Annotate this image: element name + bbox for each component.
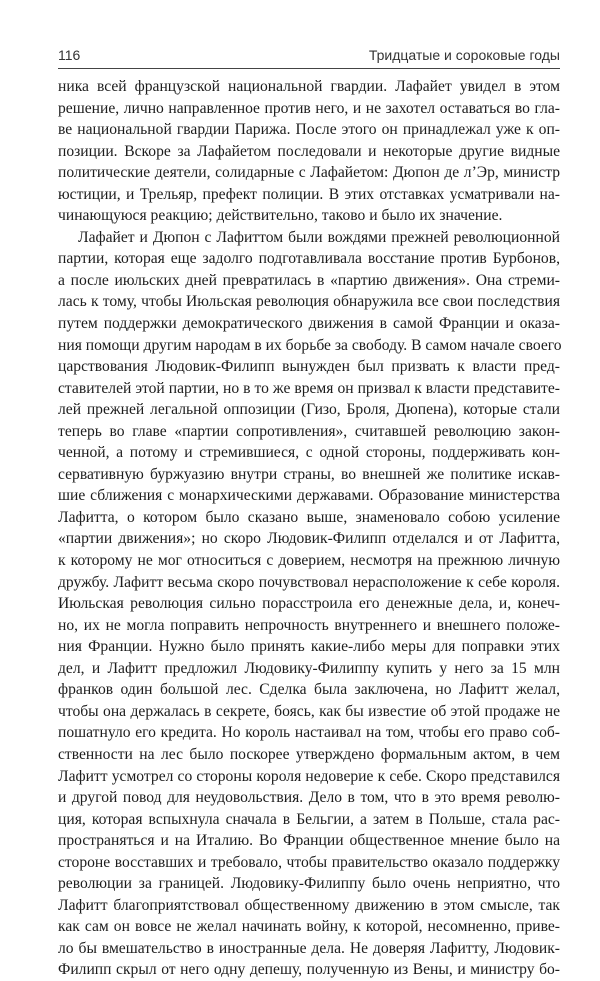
- text-line: чтобы она держалась в секрете, боясь, как бы известие об этой продаже не: [58, 702, 560, 720]
- text-line: партии, которая еще задолго подготавливала восстание против Бурбонов,: [58, 250, 560, 268]
- text-line: франков один большой лес. Сделка была заключена, но Лафитт желал,: [58, 681, 560, 699]
- text-line: решение, лично направленное против него, и не захотел оставаться во гла-: [58, 99, 560, 117]
- text-line: но, их не могла поправить непрочность внутреннего и внешнего положе-: [58, 616, 560, 634]
- text-line: революции за границей. Людовику-Филиппу было очень неприятно, что: [58, 875, 560, 893]
- text-line: теперь во главе «партии сопротивления», считавшей революцию закон-: [58, 422, 560, 440]
- text-line: позиции. Вскоре за Лафайетом последовали и некоторые другие видные: [58, 142, 560, 160]
- text-line: сервативную буржуазию внутри страны, во внешней же политике искав-: [58, 465, 560, 483]
- text-line: стороне восставших и требовало, чтобы правительство оказало поддержку: [58, 853, 560, 871]
- text-line: к которому не мог относиться с доверием, несмотря на прежнюю личную: [58, 552, 560, 570]
- running-title: Тридцатые и сороковые годы: [368, 47, 560, 63]
- text-line: политические деятели, солидарные с Лафайетом: Дюпон де л’Эр, министр: [58, 164, 560, 182]
- text-line: юстиции, и Трельяр, префект полиции. В этих отставках усматривали на-: [58, 185, 560, 203]
- text-line: шие сближения с монархическими державами. Образование министерства: [58, 487, 560, 505]
- text-line: как сам он вовсе не желал начинать войну, к которой, несомненно, приве-: [58, 918, 560, 936]
- text-line: лась к тому, чтобы Июльская революция обнаружила все свои последствия: [58, 293, 560, 311]
- page-number: 116: [58, 47, 81, 63]
- text-line: дел, и Лафитт предложил Людовику-Филиппу купить у него за 15 млн: [58, 659, 560, 677]
- page-header: [58, 47, 560, 69]
- header-divider: [58, 68, 560, 69]
- text-line: чинающуюся реакцию; действительно, таково и было их значение.: [58, 207, 503, 225]
- text-line: ве национальной гвардии Парижа. После этого он принадлежал уже к оп-: [58, 121, 560, 139]
- text-line: лей прежней легальной оппозиции (Гизо, Броля, Дюпена), которые стали: [58, 401, 560, 419]
- text-line: ния Франции. Нужно было принять какие-либо меры для поправки этих: [58, 638, 560, 656]
- text-line: Лафитта, о котором было сказано выше, знаменовало собою усиление: [58, 508, 560, 526]
- text-line: ло бы вмешательство в иностранные дела. Не доверяя Лафитту, Людовик-: [58, 939, 560, 957]
- text-line: пространяться и на Италию. Во Франции общественное мнение было на: [58, 832, 560, 850]
- text-line: царствования Людовик-Филипп вынужден был призвать к власти пред-: [58, 358, 560, 376]
- text-line: пошатнуло его кредита. Но король настаивал на том, чтобы его право соб-: [58, 724, 560, 742]
- text-line: ставителей этой партии, но в то же время он призвал к власти представите-: [58, 379, 560, 397]
- text-line: ственности на лес было поскорее утверждено формальным актом, в чем: [58, 745, 560, 763]
- text-line: путем поддержки демократического движения в самой Франции и оказа-: [58, 315, 560, 333]
- text-line: «партии движения»; но скоро Людовик-Филипп отделался и от Лафитта,: [58, 530, 560, 548]
- text-line: ника всей французской национальной гвардии. Лафайет увидел в этом: [58, 78, 560, 95]
- text-line: ция, которая вспыхнула сначала в Бельгии, а затем в Польше, стала рас-: [58, 810, 560, 828]
- text-line: ченной, а потому и стремившиеся, с одной стороны, поддерживать кон-: [58, 444, 560, 462]
- text-line: Лафайет и Дюпон с Лафиттом были вождями прежней революционной: [78, 228, 560, 246]
- body-text: [58, 76, 560, 981]
- text-line: ния помощи другим народам в их борьбе за свободу. В самом начале своего: [58, 336, 562, 354]
- text-line: Лафитт благоприятствовал общественному движению в этом смысле, так: [58, 896, 560, 914]
- text-line: Филипп скрыл от него одну депешу, полученную из Вены, и министру бо-: [58, 961, 560, 979]
- text-line: а после июльских дней превратилась в «партию движения». Она стреми-: [58, 271, 560, 289]
- text-line: дружбу. Лафитт весьма скоро почувствовал нерасположение к себе короля.: [58, 573, 560, 591]
- text-line: и другой повод для неудовольствия. Дело в том, что в это время револю-: [58, 789, 560, 807]
- text-line: Июльская революция сильно порасстроила его денежные дела, и, конеч-: [58, 595, 560, 613]
- text-line: Лафитт усмотрел со стороны короля недоверие к себе. Скоро представился: [58, 767, 560, 785]
